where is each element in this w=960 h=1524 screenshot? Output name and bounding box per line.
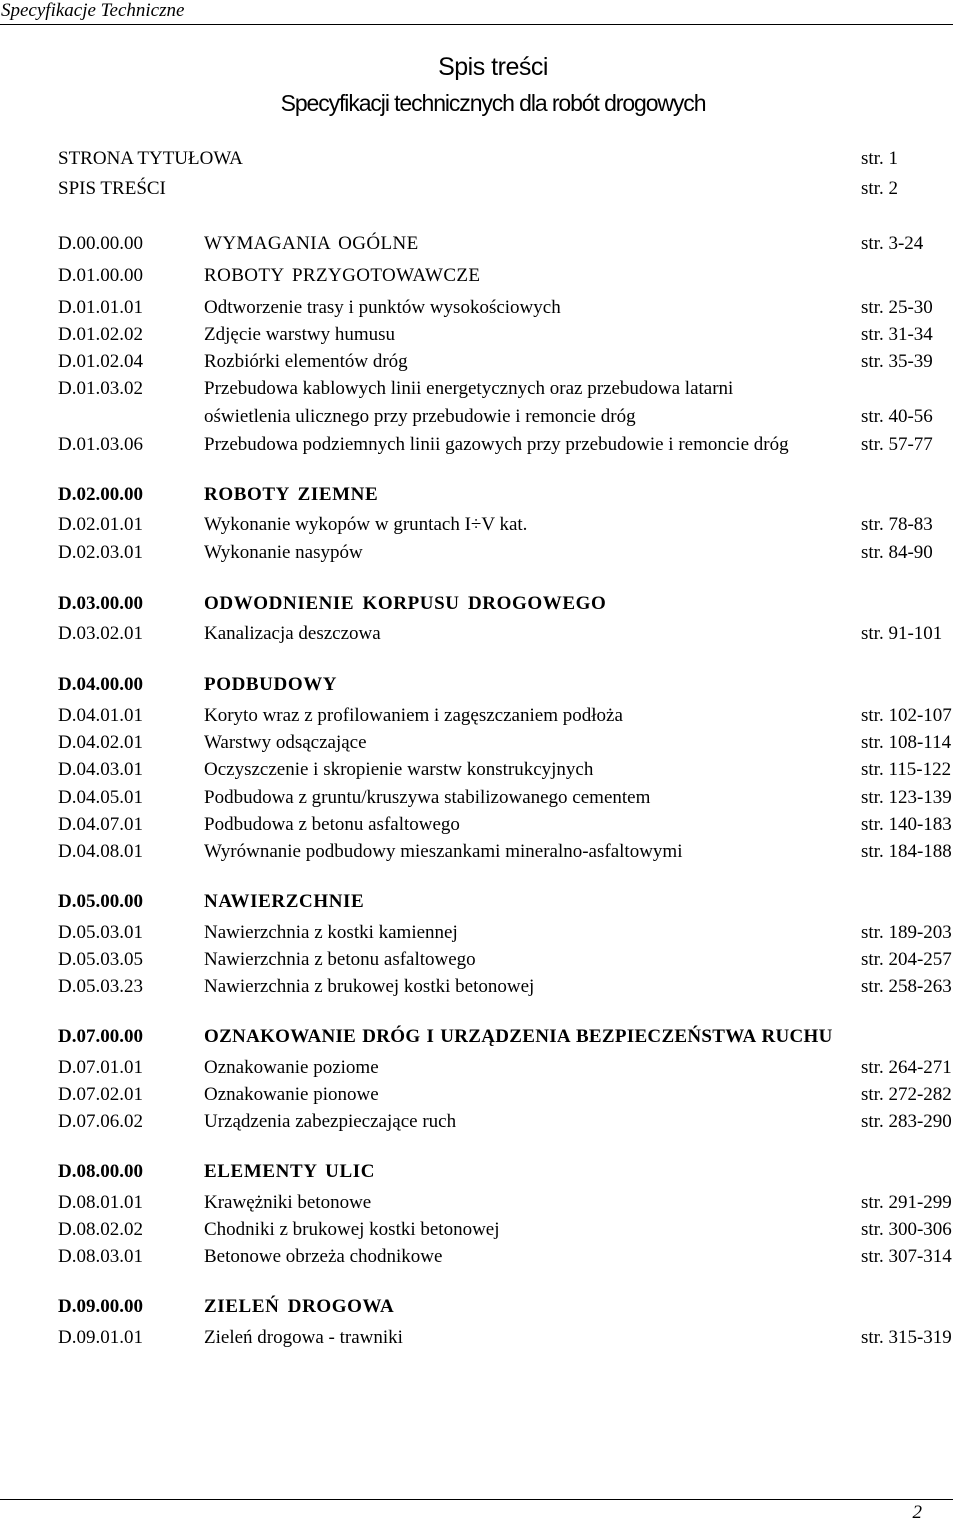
toc-entry-row	[0, 513, 960, 537]
toc-entry-title: Zieleń drogowa - trawniki	[204, 1327, 403, 1348]
toc-entry-page: str. 307-314	[861, 1246, 952, 1267]
toc-entry-code: D.04.00.00	[58, 674, 143, 695]
toc-entry-title: Nawierzchnia z brukowej kostki betonowej	[204, 976, 535, 997]
toc-entry-row	[0, 840, 960, 864]
toc-entry-row	[0, 1218, 960, 1242]
toc-entry-title: ELEMENTY ULIC	[204, 1161, 376, 1182]
toc-entry-code: D.01.03.06	[58, 434, 143, 455]
toc-entry-code: D.01.01.01	[58, 297, 143, 318]
toc-entry-page: str. 40-56	[861, 406, 933, 427]
toc-entry-row	[0, 541, 960, 565]
toc-entry-page: str. 31-34	[861, 324, 933, 345]
toc-section-row	[0, 890, 960, 914]
toc-entry-page: str. 258-263	[861, 976, 952, 997]
toc-entry-page: str. 108-114	[861, 732, 952, 753]
toc-entry-row	[0, 813, 960, 837]
toc-entry-row	[0, 1056, 960, 1080]
toc-entry-title: Nawierzchnia z betonu asfaltowego	[204, 949, 476, 970]
toc-entry-code: D.02.01.01	[58, 514, 143, 535]
toc-entry-code: D.07.00.00	[58, 1026, 143, 1047]
toc-entry-code: D.04.02.01	[58, 732, 143, 753]
toc-entry-title: Wyrównanie podbudowy mieszankami mineralno-asfaltowymi	[204, 841, 683, 862]
toc-entry-title: Oznakowanie pionowe	[204, 1084, 379, 1105]
toc-section-row	[0, 232, 960, 256]
toc-entry-row	[0, 1191, 960, 1215]
toc-entry-title: SPIS TREŚCI	[58, 178, 166, 199]
toc-entry-row	[0, 786, 960, 810]
toc-title: Spis treści	[438, 53, 548, 81]
toc-entry-title: Oczyszczenie i skropienie warstw konstrukcyjnych	[204, 759, 594, 780]
toc-entry-code: D.08.01.01	[58, 1192, 143, 1213]
toc-entry-row	[0, 921, 960, 945]
toc-entry-code: D.04.01.01	[58, 705, 143, 726]
toc-entry-row	[0, 948, 960, 972]
toc-entry-page: str. 204-257	[861, 949, 952, 970]
toc-entry-row	[0, 1326, 960, 1350]
toc-entry-page: str. 78-83	[861, 514, 933, 535]
toc-entry-title: Wykonanie nasypów	[204, 542, 363, 563]
toc-entry-title: Rozbiórki elementów dróg	[204, 351, 408, 372]
toc-entry-code: D.04.03.01	[58, 759, 143, 780]
toc-front-row	[0, 177, 960, 201]
toc-entry-page: str. 184-188	[861, 841, 952, 862]
header-divider	[0, 24, 953, 25]
toc-entry-row	[0, 731, 960, 755]
toc-entry-title: Chodniki z brukowej kostki betonowej	[204, 1219, 500, 1240]
toc-entry-code: D.08.00.00	[58, 1161, 143, 1182]
toc-entry-code: D.02.03.01	[58, 542, 143, 563]
toc-section-row	[0, 1160, 960, 1184]
toc-entry-code: D.08.02.02	[58, 1219, 143, 1240]
toc-entry-page: str. 84-90	[861, 542, 933, 563]
toc-entry-page: str. 272-282	[861, 1084, 952, 1105]
toc-entry-title: Kanalizacja deszczowa	[204, 623, 381, 644]
toc-entry-title: Zdjęcie warstwy humusu	[204, 324, 396, 345]
toc-section-row	[0, 1295, 960, 1319]
toc-entry-code: D.01.02.02	[58, 324, 143, 345]
toc-entry-code: D.03.00.00	[58, 593, 143, 614]
toc-entry-title: Betonowe obrzeża chodnikowe	[204, 1246, 443, 1267]
toc-entry-code: D.05.00.00	[58, 891, 143, 912]
toc-entry-title: Podbudowa z gruntu/kruszywa stabilizowanego cementem	[204, 787, 651, 808]
toc-entry-title: ZIELEŃ DROGOWA	[204, 1296, 395, 1317]
toc-entry-title: Krawężniki betonowe	[204, 1192, 372, 1213]
toc-entry-code: D.05.03.01	[58, 922, 143, 943]
toc-entry-page: str. 264-271	[861, 1057, 952, 1078]
toc-entry-page: str. 35-39	[861, 351, 933, 372]
toc-entry-row	[0, 433, 960, 457]
toc-entry-row	[0, 975, 960, 999]
toc-entry-code: D.04.07.01	[58, 814, 143, 835]
running-header: Specyfikacje Techniczne	[1, 0, 185, 21]
toc-entry-page: str. 1	[861, 148, 898, 169]
toc-entry-title: NAWIERZCHNIE	[204, 891, 365, 912]
toc-entry-row	[0, 350, 960, 374]
toc-entry-code: D.07.06.02	[58, 1111, 143, 1132]
toc-entry-row	[0, 1245, 960, 1269]
toc-entry-code: D.01.02.04	[58, 351, 143, 372]
toc-entry-page: str. 2	[861, 178, 898, 199]
toc-entry-title: Wykonanie wykopów w gruntach I÷V kat.	[204, 514, 528, 535]
toc-entry-row	[0, 1083, 960, 1107]
toc-entry-title: WYMAGANIA OGÓLNE	[204, 233, 419, 254]
toc-section-row	[0, 673, 960, 697]
toc-entry-title: PODBUDOWY	[204, 674, 338, 695]
toc-entry-code: D.04.05.01	[58, 787, 143, 808]
toc-entry-title: ROBOTY ZIEMNE	[204, 484, 379, 505]
toc-entry-code: D.07.01.01	[58, 1057, 143, 1078]
toc-entry-page: str. 102-107	[861, 705, 952, 726]
toc-entry-code: D.09.01.01	[58, 1327, 143, 1348]
toc-entry-page: str. 300-306	[861, 1219, 952, 1240]
toc-entry-title: STRONA TYTUŁOWA	[58, 148, 243, 169]
toc-entry-title: Koryto wraz z profilowaniem i zagęszczaniem podłoża	[204, 705, 623, 726]
toc-entry-code: D.05.03.05	[58, 949, 143, 970]
toc-entry-title: oświetlenia ulicznego przy przebudowie i remoncie dróg	[204, 406, 636, 427]
toc-entry-title: ODWODNIENIE KORPUSU DROGOWEGO	[204, 593, 607, 614]
footer-divider	[0, 1499, 953, 1500]
toc-entry-title: Urządzenia zabezpieczające ruch	[204, 1111, 457, 1132]
toc-section-row	[0, 264, 960, 288]
toc-subtitle: Specyfikacji technicznych dla robót drogowych	[280, 90, 706, 116]
toc-entry-row	[0, 296, 960, 320]
toc-entry-title: Warstwy odsączające	[204, 732, 367, 753]
toc-entry-code: D.08.03.01	[58, 1246, 143, 1267]
toc-front-row	[0, 147, 960, 171]
toc-entry-row	[0, 704, 960, 728]
toc-entry-title: Oznakowanie poziome	[204, 1057, 379, 1078]
toc-entry-title: Przebudowa podziemnych linii gazowych przy przebudowie i remoncie dróg	[204, 434, 789, 455]
toc-entry-code: D.03.02.01	[58, 623, 143, 644]
toc-entry-row	[0, 1110, 960, 1134]
toc-section-row	[0, 592, 960, 616]
toc-entry-code: D.00.00.00	[58, 233, 143, 254]
toc-entry-page: str. 291-299	[861, 1192, 952, 1213]
toc-entry-title: Odtworzenie trasy i punktów wysokościowych	[204, 297, 561, 318]
toc-entry-title: Nawierzchnia z kostki kamiennej	[204, 922, 458, 943]
toc-entry-code: D.01.03.02	[58, 378, 143, 399]
toc-section-row	[0, 483, 960, 507]
toc-entry-page: str. 115-122	[861, 759, 952, 780]
toc-entry-code: D.05.03.23	[58, 976, 143, 997]
toc-entry-code: D.07.02.01	[58, 1084, 143, 1105]
toc-entry-page: str. 91-101	[861, 623, 943, 644]
toc-section-row	[0, 1025, 960, 1049]
toc-entry-page: str. 123-139	[861, 787, 952, 808]
toc-entry-page: str. 140-183	[861, 814, 952, 835]
toc-entry-title: OZNAKOWANIE DRÓG I URZĄDZENIA BEZPIECZEŃSTWA RUCHU	[204, 1026, 833, 1047]
toc-entry-code: D.01.00.00	[58, 265, 143, 286]
toc-entry-row	[0, 323, 960, 347]
toc-entry-code: D.09.00.00	[58, 1296, 143, 1317]
page-number: 2	[912, 1502, 922, 1523]
toc-entry-page: str. 3-24	[861, 233, 924, 254]
toc-entry-continuation-row	[0, 405, 960, 429]
toc-entry-title: Podbudowa z betonu asfaltowego	[204, 814, 460, 835]
toc-entry-code: D.04.08.01	[58, 841, 143, 862]
toc-entry-row	[0, 622, 960, 646]
toc-entry-page: str. 189-203	[861, 922, 952, 943]
toc-entry-row	[0, 758, 960, 782]
toc-entry-title: Przebudowa kablowych linii energetycznych oraz przebudowa latarni	[204, 378, 734, 399]
toc-entry-page: str. 25-30	[861, 297, 933, 318]
toc-entry-title: ROBOTY PRZYGOTOWAWCZE	[204, 265, 481, 286]
toc-entry-code: D.02.00.00	[58, 484, 143, 505]
toc-entry-row	[0, 377, 960, 401]
toc-entry-page: str. 283-290	[861, 1111, 952, 1132]
toc-entry-page: str. 57-77	[861, 434, 933, 455]
toc-entry-page: str. 315-319	[861, 1327, 952, 1348]
